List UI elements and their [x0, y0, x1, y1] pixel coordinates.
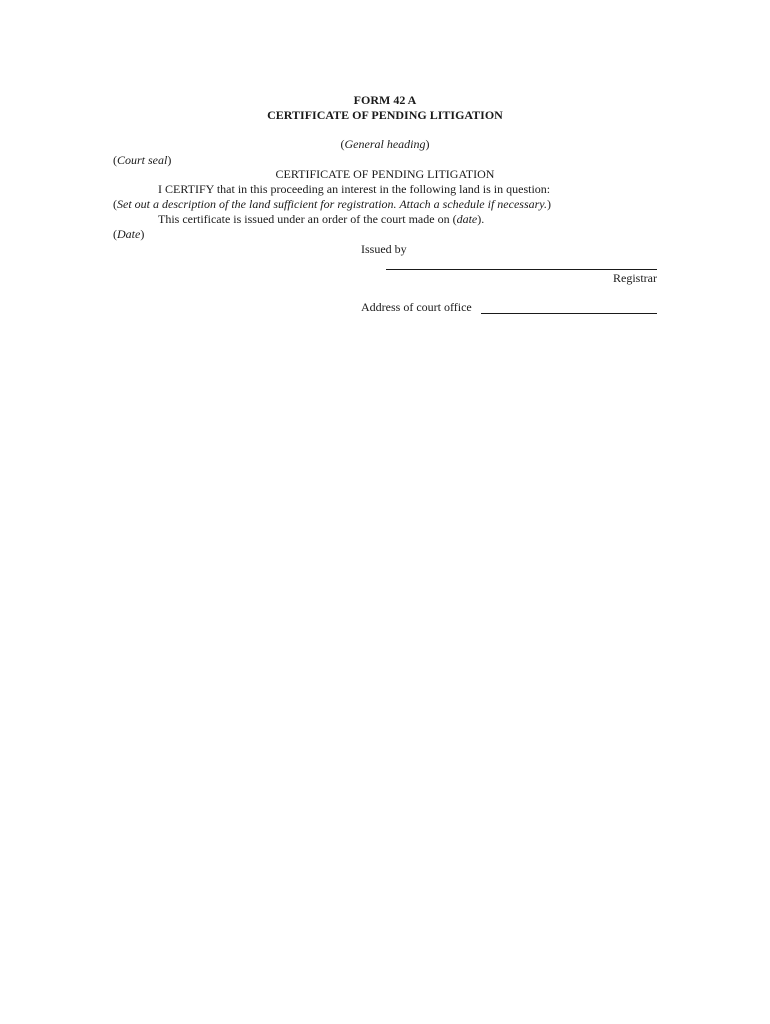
certify-statement: I CERTIFY that in this proceeding an interest in the following land is in question:: [158, 182, 551, 196]
court-seal-text: Court seal: [117, 153, 168, 167]
court-office-address-label: Address of court office: [361, 300, 472, 314]
court-seal-close: ): [167, 153, 172, 167]
description-open: (: [113, 197, 117, 211]
general-heading: [0, 137, 770, 152]
court-seal-open: (: [113, 153, 117, 167]
general-heading-open: (: [340, 137, 345, 151]
date-open: (: [113, 227, 117, 241]
registrar-signature-line: [386, 269, 657, 270]
issued-by-label: Issued by: [361, 242, 407, 256]
date-close: ): [140, 227, 145, 241]
date-label: Date: [117, 227, 141, 241]
order-text-suffix: ).: [477, 212, 485, 226]
description-close: ): [546, 197, 551, 211]
order-date: date: [456, 212, 478, 226]
order-statement: [158, 212, 484, 227]
order-text-prefix: This certificate is issued under an order of the court made on (: [158, 212, 457, 226]
court-seal: [113, 153, 171, 168]
land-description-instruction: [113, 197, 551, 212]
date-field: [113, 227, 144, 242]
general-heading-close: ): [425, 137, 430, 151]
form-title: CERTIFICATE OF PENDING LITIGATION: [267, 108, 503, 122]
form-number: FORM 42 A: [353, 93, 417, 107]
certificate-heading: CERTIFICATE OF PENDING LITIGATION: [275, 167, 495, 181]
court-office-address-line: [481, 313, 657, 314]
general-heading-text: General heading: [344, 137, 426, 151]
registrar-label: Registrar: [613, 271, 657, 285]
description-text: Set out a description of the land sufficient for registration. Attach a schedule if necessary.: [117, 197, 547, 211]
